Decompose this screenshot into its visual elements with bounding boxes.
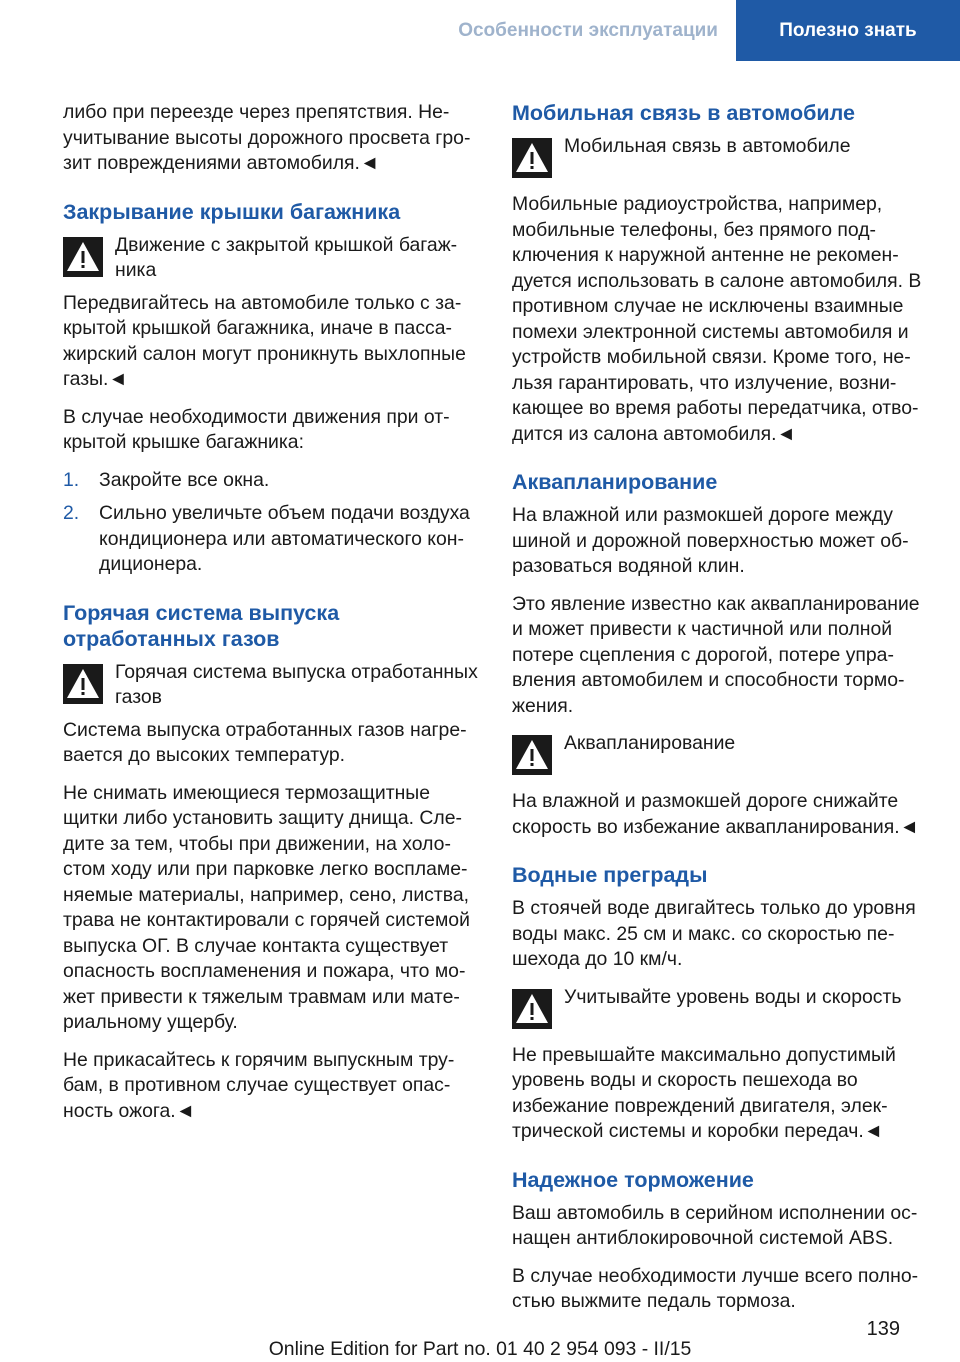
warning-triangle-icon bbox=[512, 989, 552, 1029]
warning-text: Система выпуска отработанных газов нагревается до высоких температур. bbox=[63, 718, 467, 766]
paragraph: Это явление известно как аквапланирование и может привести к частичной или полной потере сцепления с дорогой, потере управления автомобилем и способности торможения. bbox=[512, 592, 920, 717]
warning-block-aquaplaning bbox=[512, 731, 932, 840]
page-header bbox=[0, 0, 960, 61]
paragraph: На влажной или размокшей дороге между шиной и дорожной поверхностью может образоваться водяной клин. bbox=[512, 504, 909, 577]
heading-mobile: Мобильная связь в автомобиле bbox=[512, 101, 855, 125]
list-item: 2. Сильно увеличьте объем подачи воздуха кондиционера или автоматического кондиционера. bbox=[63, 502, 470, 575]
warning-title: Мобильная связь в автомобиле bbox=[564, 135, 851, 157]
warning-text: Мобильные радиоустройства, например, мобильные телефоны, без прямого подключения к наружной антенне не рекомендуется использовать в салоне автомобиля. В противном случае не исключены взаимные помехи электронной системы автомобиля и устройств мобильной связи. Кроме того, нельзя гарантировать, что излучение, возникающее во время работы передатчика, отводится из салона автомобиля.◄ bbox=[512, 193, 922, 445]
heading-aquaplaning: Аквапланирование bbox=[512, 470, 718, 494]
warning-title: Аквапланирование bbox=[564, 732, 736, 754]
warning-title: Горячая система выпуска отработанных газов bbox=[115, 660, 478, 708]
chapter-tab[interactable]: Полезно знать bbox=[736, 0, 960, 61]
paragraph: Не снимать имеющиеся термозащитные щитки либо установить защиту днища. Следите за тем, чтобы при движении, на холостом ходу или при парковке легко воспламеняемые материалы, например, сено, листва, трава не контактировали с горячей системой выпуска ОГ. В случае контакта существует опасность воспламенения и пожара, что может привести к тяжелым травмам или материальному ущербу. bbox=[63, 781, 470, 1033]
warning-block-exhaust bbox=[63, 660, 478, 769]
page-number: 139 bbox=[866, 1318, 900, 1340]
intro-paragraph: либо при переезде через препятствия. Неучитывание высоты дорожного просвета грозит повреждениями автомобиля.◄ bbox=[63, 101, 471, 174]
warning-block-water bbox=[512, 985, 932, 1145]
warning-text: На влажной и размокшей дороге снижайте скорость во избежание аквапланирования.◄ bbox=[512, 790, 919, 838]
heading-braking: Надежное торможение bbox=[512, 1167, 754, 1192]
right-column bbox=[512, 100, 932, 1327]
warning-triangle-icon bbox=[63, 664, 103, 704]
section-tab[interactable]: Особенности эксплуатации bbox=[458, 19, 718, 41]
heading-water: Водные преграды bbox=[512, 863, 708, 887]
warning-triangle-icon bbox=[63, 237, 103, 277]
warning-text: Не превышайте максимально допустимый уровень воды и скорость пешехода во избежание повреждений двигателя, электрической системы и коробки передач.◄ bbox=[512, 1043, 896, 1142]
warning-block-mobile bbox=[512, 134, 932, 447]
paragraph: Не прикасайтесь к горячим выпускным трубам, в противном случае существует опасность ожога.◄ bbox=[63, 1048, 455, 1122]
warning-block-trunk bbox=[63, 233, 478, 393]
warning-text: Передвигайтесь на автомобиле только с закрытой крышкой багажника, иначе в пассажирский салон могут проникнуть выхлопные газы.◄ bbox=[63, 291, 466, 390]
paragraph: В случае необходимости движения при открытой крышке багажника: bbox=[63, 405, 450, 453]
left-column bbox=[63, 100, 478, 1136]
steps-list bbox=[63, 468, 478, 578]
paragraph: В случае необходимости лучше всего полностью выжмите педаль тормоза. bbox=[512, 1264, 919, 1312]
warning-title: Движение с закрытой крышкой багажника bbox=[115, 233, 458, 281]
warning-title: Учитывайте уровень воды и скорость bbox=[564, 985, 902, 1008]
warning-triangle-icon bbox=[512, 138, 552, 178]
paragraph: Ваш автомобиль в серийном исполнении оснащен антиблокировочной системой ABS. bbox=[512, 1201, 918, 1249]
heading-trunk-lid: Закрывание крышки багажника bbox=[63, 199, 401, 224]
list-item: 1. Закройте все окна. bbox=[63, 468, 270, 491]
footer-edition: Online Edition for Part no. 01 40 2 954 093 - II/15 bbox=[268, 1338, 692, 1360]
heading-exhaust: Горячая система выпуска отработанных газов bbox=[63, 600, 340, 651]
paragraph: В стоячей воде двигайтесь только до уровня воды макс. 25 см и макс. со скоростью пешехода до 10 км/ч. bbox=[512, 897, 916, 970]
warning-triangle-icon bbox=[512, 735, 552, 775]
